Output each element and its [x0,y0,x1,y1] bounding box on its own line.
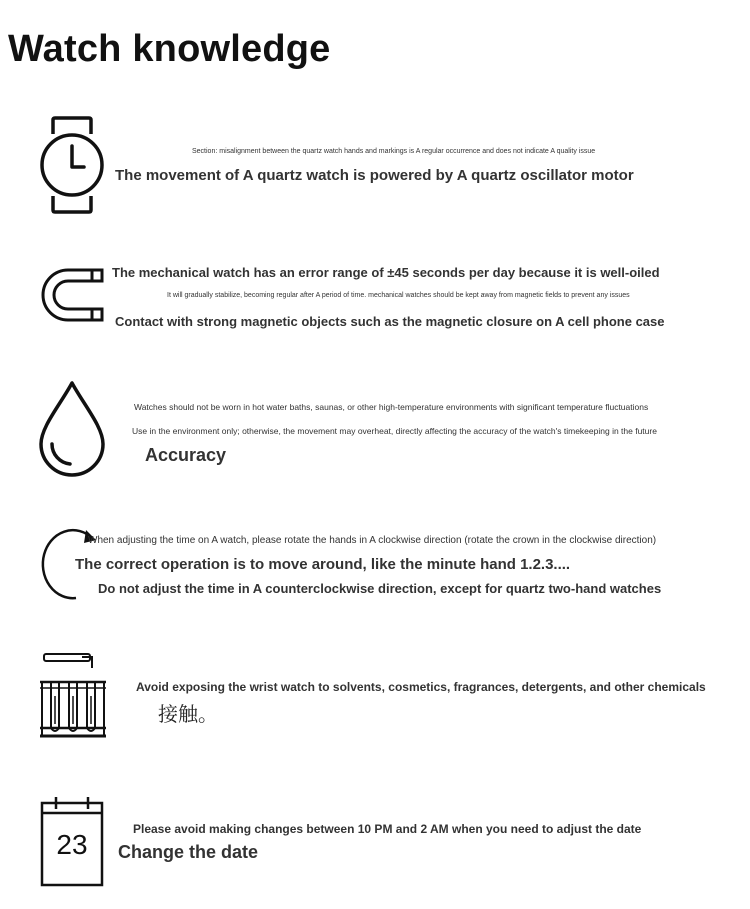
magnet-heading: The mechanical watch has an error range of ±45 seconds per day because it is well-oiled [112,265,660,280]
quartz-note: Section: misalignment between the quartz watch hands and markings is A regular occurrence and does not indicate A quality issue [192,148,596,155]
date-heading: Change the date [118,842,259,862]
test-tubes-icon [38,652,108,744]
page-title: Watch knowledge [8,28,331,70]
water-heading: Accuracy [145,445,227,465]
calendar-day: 23 [56,829,88,860]
chemicals-cjk: 接触。 [158,702,218,726]
water-note-1: Watches should not be worn in hot water baths, saunas, or other high-temperature environments with significant temperature fluctuations [134,402,649,412]
quartz-heading: The movement of A quartz watch is powered by A quartz oscillator motor [115,167,634,184]
chemicals-line: Avoid exposing the wrist watch to solvents, cosmetics, fragrances, detergents, and other chemicals [136,680,706,694]
date-note: Please avoid making changes between 10 PM and 2 AM when you need to adjust the date [133,822,642,836]
water-drop-icon [38,380,106,478]
magnet-note: It will gradually stabilize, becoming regular after A period of time. mechanical watches should be kept away from magnetic fields to prevent any issues [167,292,630,299]
wristwatch-icon [38,116,106,214]
magnet-line: Contact with strong magnetic objects such as the magnetic closure on A cell phone case [115,314,665,329]
rotate-heading: The correct operation is to move around, like the minute hand 1.2.3.... [75,556,571,573]
rotate-line-2: Do not adjust the time in A counterclockwise direction, except for quartz two-hand watches [98,581,662,596]
magnet-icon [38,266,106,324]
rotate-line-1: When adjusting the time on A watch, please rotate the hands in A clockwise direction (rotate the crown in the clockwise direction) [88,535,657,546]
water-note-2: Use in the environment only; otherwise, the movement may overheat, directly affecting the accuracy of the watch's timekeeping in the future [132,426,657,436]
calendar-icon [40,795,106,887]
